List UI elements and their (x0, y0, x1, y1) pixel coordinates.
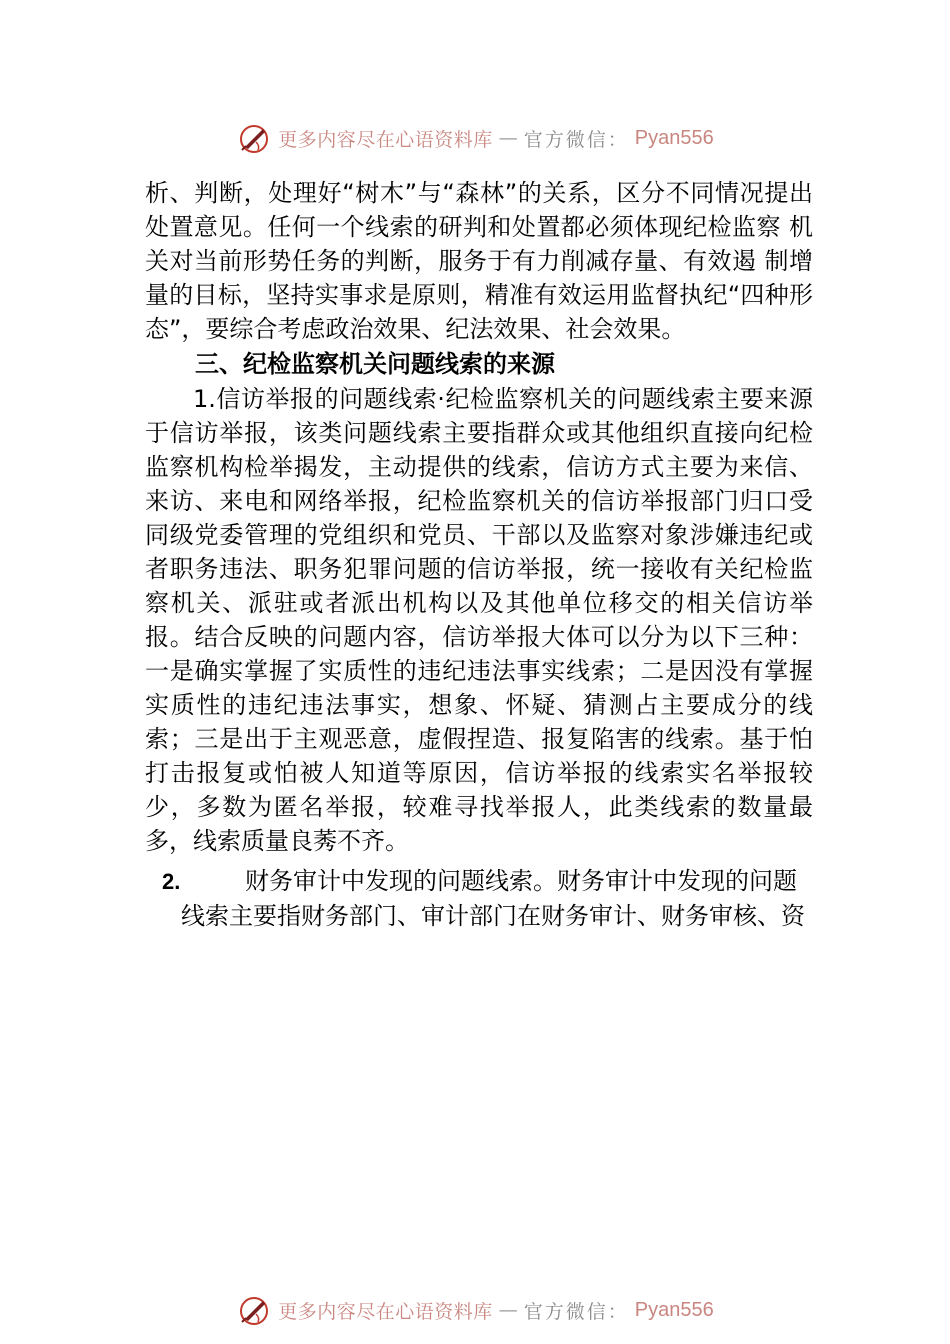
header-separator: — (498, 127, 518, 149)
item2-block (145, 864, 813, 933)
header-official-label: 官方微信： (523, 128, 629, 151)
footer-wechat-id: Pyan556 (634, 1298, 714, 1321)
item1-body: 纪检监察机关的问题线索主要来源于信访举报，该类问题线索主要指群众或其他组织直接向纪检监察机构检举揭发，主动提供的线索，信访方式主要为来信、来访、来电和网络举报，纪检监察机关的信访举报部门归口受同级党委管理的党组织和党员、干部以及监察对象涉嫌违纪或者职务违法、职务犯罪问题的信访举报，统一接收有关纪检监察机关、派驻或者派出机构以及其他单位移交的相关信访举报。结合反映的问题内容，信访举报大体可以分为以下三种：一是确实掌握了实质性的违纪违法事实线索；二是因没有掌握实质性的违纪违法事实，想象、怀疑、猜测占主要成分的线索；三是出于主观恶意，虚假捏造、报复陷害的线索。基于怕打击报复或怕被人知道等原因，信访举报的线索实名举报较少，多数为匿名举报，较难寻找举报人，此类线索的数量最多，线索质量良莠不齐。 (145, 385, 814, 855)
item2-line1: 财务审计中发现的问题线索。财务审计中发现的问题 (245, 867, 797, 895)
document-body (145, 176, 813, 933)
header-brand-text: 更多内容尽在心语资料库 (278, 128, 493, 151)
quill-logo-icon (236, 1292, 272, 1328)
footer-separator: — (498, 1299, 518, 1321)
footer-official-label: 官方微信： (523, 1300, 629, 1323)
footer-brand-text: 更多内容尽在心语资料库 (278, 1300, 493, 1323)
item1-lead: 1.信访举报的问题线索· (193, 385, 445, 413)
footer-banner (0, 1290, 950, 1330)
intro-paragraph: 析、判断，处理好“树木”与“森林”的关系，区分不同情况提出处置意见。任何一个线索的研判和处置都必须体现纪检监察 机关对当前形势任务的判断，服务于有力削减存量、有效遏 制增量的目标，坚持实事求是原则，精准有效运用监督执纪“四种形态”，要综合考虑政治效果、纪法效果、社会效果。 (145, 179, 813, 343)
quill-logo-icon (236, 120, 272, 156)
section-heading: 三、纪检监察机关问题线索的来源 (195, 350, 555, 378)
item2-line2: 线索主要指财务部门、审计部门在财务审计、财务审核、资 (181, 902, 805, 930)
header-wechat-id: Pyan556 (634, 126, 714, 149)
header-banner (0, 118, 950, 158)
item1-paragraph (145, 382, 813, 858)
item2-number: 2. (162, 869, 181, 894)
